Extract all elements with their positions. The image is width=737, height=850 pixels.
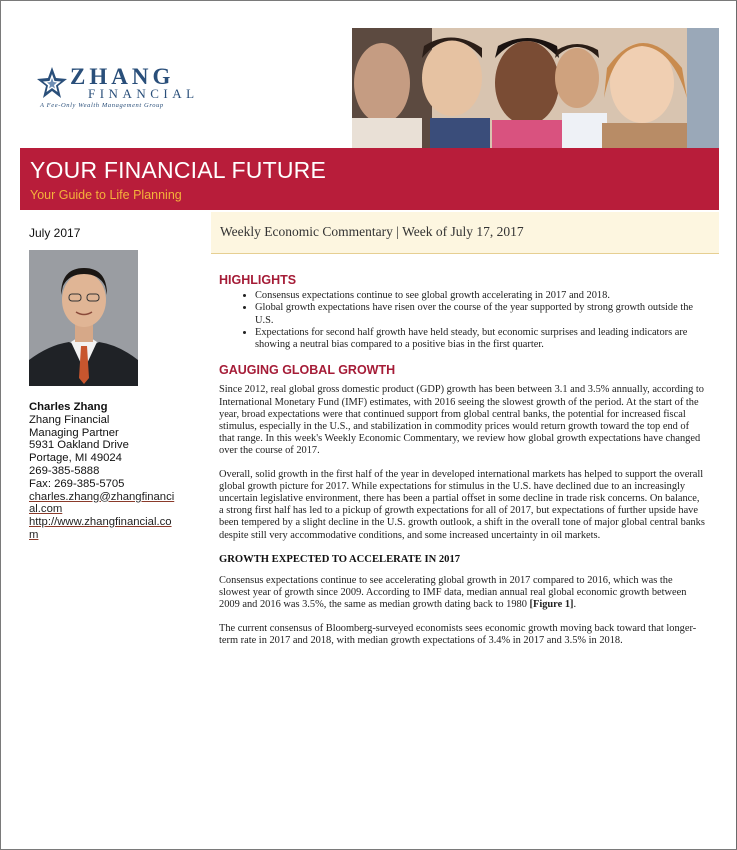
highlights-heading: HIGHLIGHTS (219, 273, 297, 287)
gauging-paragraph-2: Overall, solid growth in the first half of the year in developed international markets has helped to support the overall global growth picture for 2017. While expectations for stimulus in the U.S. have declined due to an increasingly uncertain legislative environment, there has been a partial offset in some decline in trade risk concerns. On balance, a strong first half has led to a pickup of growth expectations for all of 2017, but expectations of further upside have been tempered by a slight decline in the U.S. growth outlook, a shift in the overall tone of major global central banks despite still very accommodative conditions, and some increased uncertainty in oil markets. (219, 468, 705, 541)
title-banner (20, 148, 719, 210)
highlight-item: • Global growth expectations have risen over the course of the year supported by strong growth outside the U.S. (255, 302, 706, 326)
accelerate-paragraph-1 (219, 575, 706, 612)
article-body (219, 274, 706, 647)
logo-name: ZHANG (70, 64, 175, 89)
advisor-phone: 269-385-5888 (29, 464, 100, 477)
accelerate-heading: GROWTH EXPECTED TO ACCELERATE IN 2017 (219, 553, 461, 565)
advisor-headshot (29, 250, 138, 386)
advisor-name: Charles Zhang (29, 401, 108, 413)
highlight-item: • Expectations for second half growth have held steady, but economic surprises and leading indicators are showing a neutral bias compared to a positive bias in the first quarter. (255, 327, 706, 351)
advisor-company: Zhang Financial (29, 413, 110, 426)
advisor-website-link[interactable]: http://www.zhangfinancial.com (29, 516, 172, 541)
group-photo-image (352, 28, 719, 149)
accelerate-paragraph-2: The current consensus of Bloomberg-surveyed economists sees economic growth moving back toward that longer-term rate in 2017 and 2018, with median growth expectations of 3.4% in 2017 and 3.5% in 2018. (219, 622, 697, 646)
advisor-city: Portage, MI 49024 (29, 452, 122, 465)
logo-star-icon (36, 66, 68, 100)
issue-date: July 2017 (29, 226, 81, 240)
advisor-street: 5931 Oakland Drive (29, 439, 129, 452)
newsletter-subtitle: Your Guide to Life Planning (30, 188, 182, 202)
logo-subname: FINANCIAL (88, 86, 199, 101)
highlights-list (219, 290, 706, 351)
accelerate-paragraph-1-text: Consensus expectations continue to see accelerating global growth in 2017 compared to 2016, which was the slowest year of growth since 2009. According to IMF data, median annual real global economic growth between 2009 and 2016 was 3.5%, the same as median growth dating back to 1980 (219, 575, 687, 611)
figure-1-reference: [Figure 1] (529, 599, 574, 611)
gauging-paragraph-1: Since 2012, real global gross domestic product (GDP) growth has been between 3.1 and 3.5% annually, according to International Monetary Fund (IMF) estimates, with 2016 seeing the slowest growth of the period. At the start of the year, broad expectations were that continued support from global central banks, the potential for increased fiscal stimulus, especially in the U.S., and stabilization in commodity prices would return growth toward the top end of that range. In this week's Weekly Economic Commentary, we review how global growth expectations have changed over the course of 2017. (219, 384, 704, 457)
commentary-title: Weekly Economic Commentary | Week of July 17, 2017 (220, 224, 524, 239)
advisor-photo-image (29, 250, 138, 386)
commentary-header (211, 212, 719, 254)
contact-block (29, 401, 179, 542)
gauging-heading: GAUGING GLOBAL GROWTH (219, 363, 396, 378)
advisor-role: Managing Partner (29, 426, 119, 439)
logo-tagline: A Fee-Only Wealth Management Group (40, 102, 164, 109)
advisor-email-link[interactable]: charles.zhang@zhangfinancial.com (29, 490, 175, 516)
accelerate-paragraph-1-end: . (573, 599, 577, 611)
newsletter-title: YOUR FINANCIAL FUTURE (30, 157, 326, 183)
highlight-item: • Consensus expectations continue to see global growth accelerating in 2017 and 2018. (255, 290, 706, 302)
advisor-fax: Fax: 269-385-5705 (29, 477, 125, 490)
company-logo (36, 66, 206, 116)
header-photo (352, 28, 719, 149)
